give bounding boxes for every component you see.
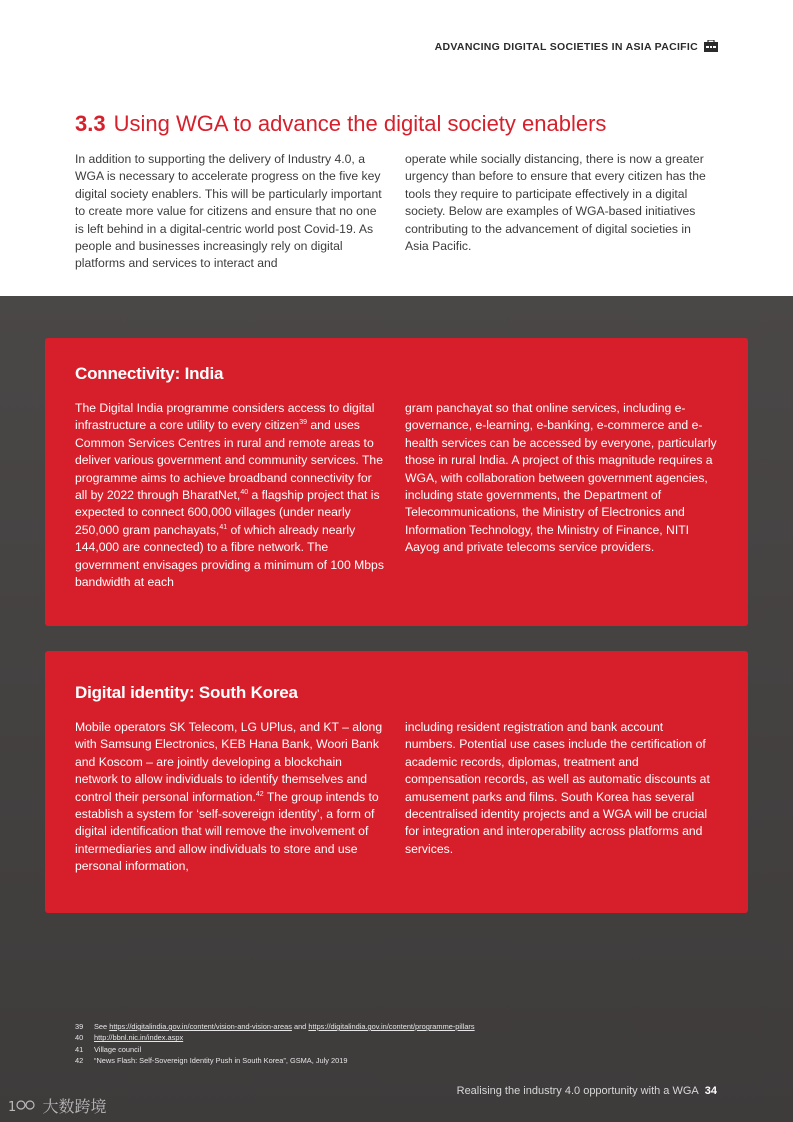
footnote-ref: 40 xyxy=(240,488,249,496)
footer-text: Realising the industry 4.0 opportunity with a WGA xyxy=(456,1085,699,1097)
text-segment: Mobile operators SK Telecom, LG UPlus, and KT – along with Samsung Electronics, KEB Hana Bank, Woori Bank and Koscom – are jointly developing a blockchain network to allow individuals to identify themselves and control their personal information. xyxy=(75,720,383,804)
footnote-link[interactable]: http://bbnl.nic.in/index.aspx xyxy=(94,1033,184,1043)
case-study-card-india xyxy=(45,338,748,626)
card-text-right: including resident registration and bank account numbers. Potential use cases include the certification of academic records, diplomas, treatment and compensation records, as well as automatic discounts at amusement parks and films. South Korea has several decentralised identity projects and a WGA will be crucial for integration and interoperability across platforms and services. xyxy=(405,720,710,856)
card-text-left xyxy=(75,400,387,591)
intro-text-right: operate while socially distancing, there is now a greater urgency than before to ensure that every citizen has the tools they require to participate effectively in a digital society. Below are examples of WGA-based initiatives contributing to the advancement of digital societies in Asia Pacific. xyxy=(405,152,706,254)
svg-text:1: 1 xyxy=(8,1100,17,1115)
footnotes xyxy=(75,1021,725,1067)
text-segment: of which already nearly 144,000 are connected) to a fibre network. The government envisages providing a minimum of 100 Mbps bandwidth at each xyxy=(75,522,384,590)
running-header: ADVANCING DIGITAL SOCIETIES IN ASIA PACIFIC xyxy=(434,41,698,53)
page-footer xyxy=(457,1085,717,1097)
footnote-number: 42 xyxy=(75,1056,84,1066)
case-study-card-south-korea xyxy=(45,651,748,913)
footnote-42 xyxy=(75,1055,725,1066)
footnote-ref: 41 xyxy=(219,523,228,531)
text-segment: and uses Common Services Centres in rural and remote areas to deliver various government and community services. The programme aims to achieve broadband connectivity for all by 2022 through BharatNet, xyxy=(75,418,383,503)
section-title: Using WGA to advance the digital society enablers xyxy=(113,111,607,136)
footnote-number: 41 xyxy=(75,1044,84,1054)
card-title: Connectivity: India xyxy=(75,364,224,383)
footnote-text xyxy=(94,1021,475,1032)
text-segment: The Digital India programme considers access to digital infrastructure a core utility to every citizen xyxy=(75,401,375,433)
card-title: Digital identity: South Korea xyxy=(75,683,298,702)
footnote-connector: and xyxy=(291,1022,309,1031)
footnote-link[interactable]: https://digitalindia.gov.in/content/vision-and-vision-areas xyxy=(109,1022,292,1031)
text-segment: a flagship project that is expected to connect 600,000 villages (under nearly 250,000 gram panchayats, xyxy=(75,488,380,537)
watermark xyxy=(8,1094,106,1117)
footnote-text: Village council xyxy=(94,1044,142,1054)
section-heading xyxy=(75,111,606,137)
footnote-text: “News Flash: Self-Sovereign Identity Push in South Korea”, GSMA, July 2019 xyxy=(94,1056,348,1066)
footnote-link[interactable]: https://digitalindia.gov.in/content/programme-pillars xyxy=(308,1022,475,1031)
card-text-left xyxy=(75,719,387,876)
text-segment: The group intends to establish a system for ‘self-sovereign identity’, a form of digital identification that will remove the involvement of intermediaries and allow individuals to store and use personal information, xyxy=(75,789,379,874)
footnote-41 xyxy=(75,1044,725,1055)
footnote-prefix: See xyxy=(94,1022,110,1031)
footnote-40 xyxy=(75,1032,725,1043)
watermark-text: 大数跨境 xyxy=(42,1099,107,1116)
footnote-ref: 42 xyxy=(255,790,264,798)
footnote-number: 40 xyxy=(75,1033,84,1043)
footnote-number: 39 xyxy=(75,1022,84,1031)
100-logo-icon xyxy=(8,1097,38,1115)
section-number: 3.3 xyxy=(75,111,106,136)
page-number: 34 xyxy=(704,1085,717,1097)
footnote-39 xyxy=(75,1021,725,1032)
footnote-ref: 39 xyxy=(299,419,307,427)
card-text-right: gram panchayat so that online services, including e-governance, e-learning, e-banking, e-commerce and e-health services can be accessed by everyone, particularly those in rural India. A project of this magnitude requires a WGA, with collaboration between government agencies, including state governments, the Department of Telecommunications, the Ministry of Electronics and Information Technology, the Ministry of Finance, NITI Aayog and private telecoms service providers. xyxy=(405,401,717,555)
briefcase-icon xyxy=(704,40,718,52)
intro-text-left: In addition to supporting the delivery of Industry 4.0, a WGA is necessary to accelerate progress on the five key digital society enablers. This will be particularly important to create more value for citizens and ensure that no one is left behind in a digital-centric world post Covid-19. As people and businesses increasingly rely on digital platforms and services to interact and xyxy=(75,152,382,271)
